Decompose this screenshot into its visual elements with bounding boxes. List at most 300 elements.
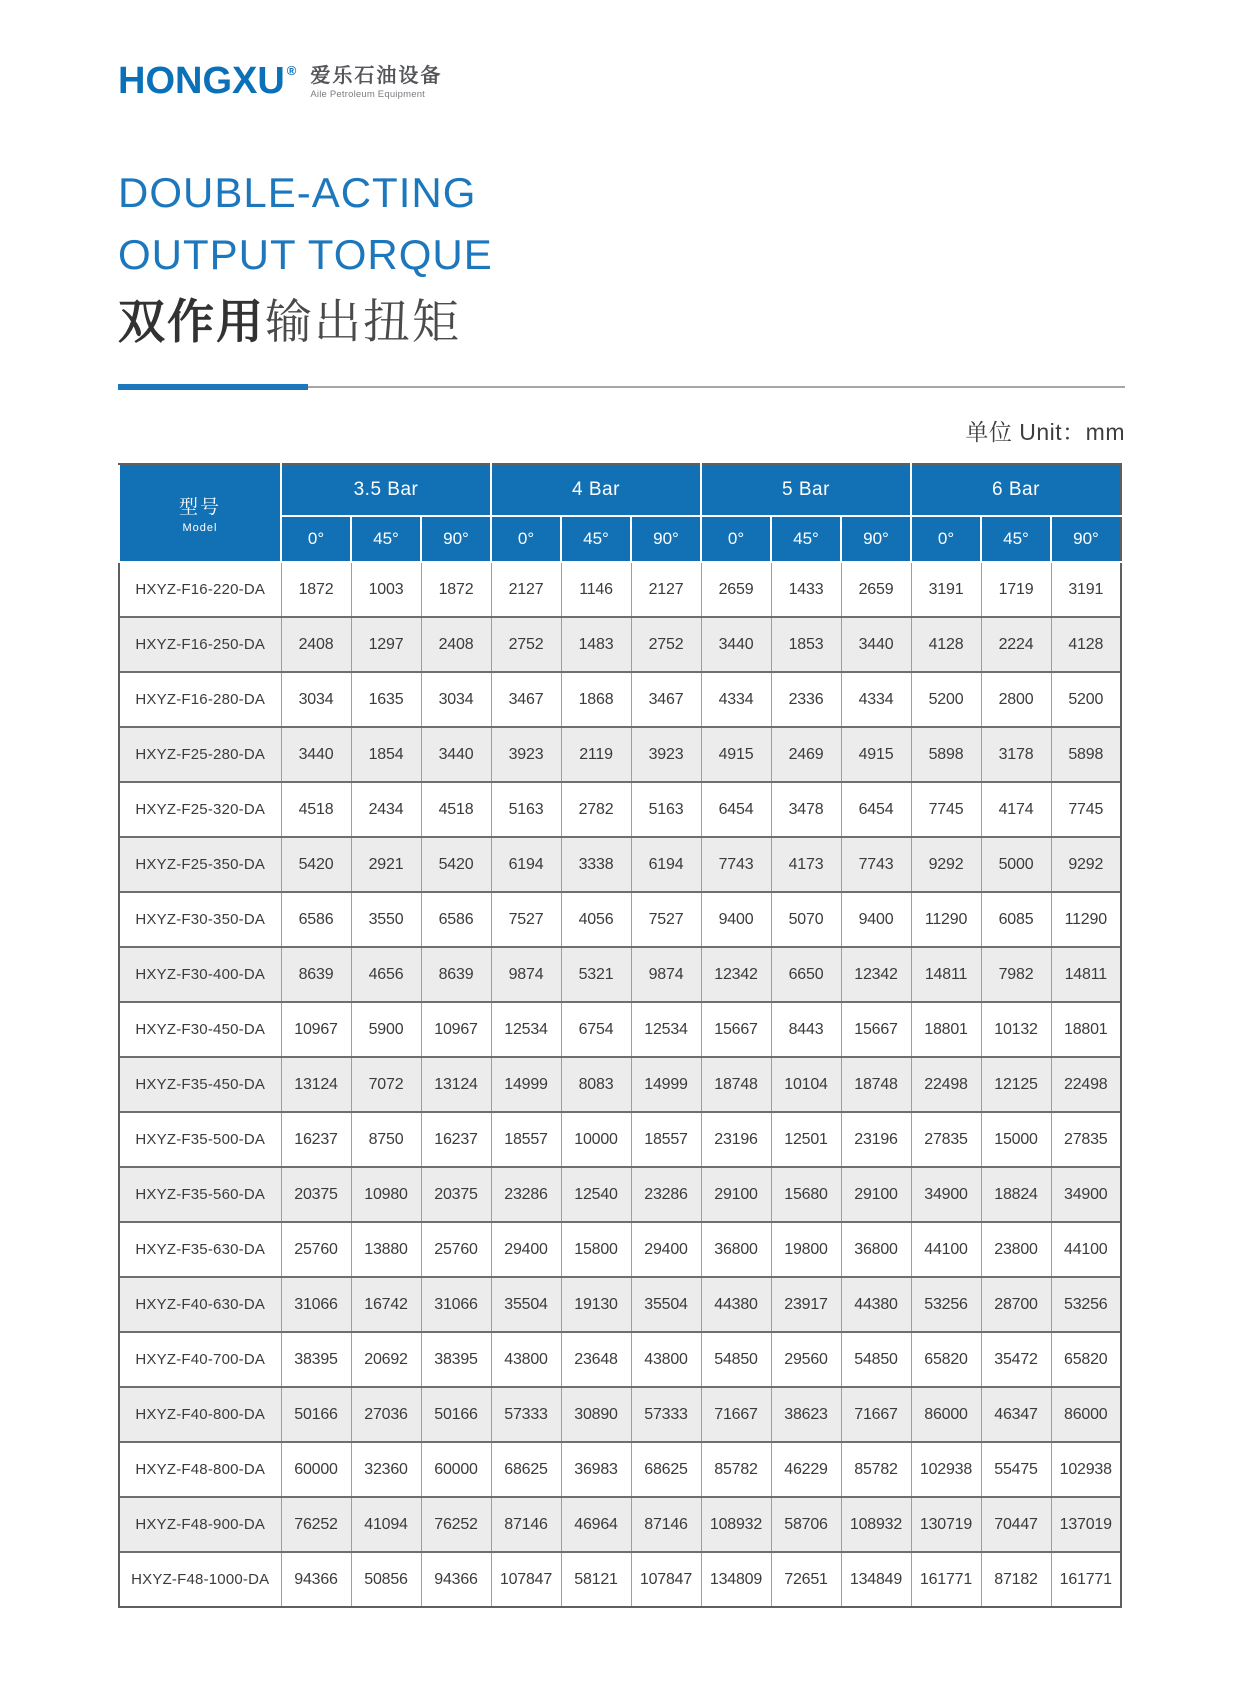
table-row [119,837,1121,892]
value-cell: 5321 [561,947,631,1002]
value-cell: 46229 [771,1442,841,1497]
value-cell: 1483 [561,617,631,672]
value-cell: 85782 [701,1442,771,1497]
table-row [119,672,1121,727]
value-cell: 34900 [911,1167,981,1222]
value-cell: 4334 [701,672,771,727]
value-cell: 1719 [981,562,1051,617]
value-cell: 53256 [1051,1277,1121,1332]
value-cell: 43800 [631,1332,701,1387]
table-row [119,1442,1121,1497]
torque-table [118,463,1122,1608]
value-cell: 76252 [281,1497,351,1552]
model-cell: HXYZ-F40-800-DA [119,1387,281,1442]
value-cell: 108932 [701,1497,771,1552]
value-cell: 38395 [421,1332,491,1387]
value-cell: 2800 [981,672,1051,727]
divider-accent [118,384,308,390]
page-title-cn [118,295,493,348]
registered-trademark-icon: ® [286,63,297,79]
model-cell: HXYZ-F30-350-DA [119,892,281,947]
value-cell: 7745 [1051,782,1121,837]
value-cell: 10980 [351,1167,421,1222]
brand-name-cn: 爱乐石油设备 [310,65,443,87]
angle-header: 90° [421,516,491,562]
value-cell: 28700 [981,1277,1051,1332]
table-body [119,562,1121,1607]
value-cell: 7527 [631,892,701,947]
value-cell: 4656 [351,947,421,1002]
value-cell: 3923 [491,727,561,782]
value-cell: 18748 [701,1057,771,1112]
value-cell: 35504 [631,1277,701,1332]
model-cell: HXYZ-F25-350-DA [119,837,281,892]
value-cell: 20375 [281,1167,351,1222]
angle-header: 90° [631,516,701,562]
brand-wordmark [118,60,297,102]
model-cell: HXYZ-F35-450-DA [119,1057,281,1112]
value-cell: 13880 [351,1222,421,1277]
value-cell: 50856 [351,1552,421,1607]
table-row [119,1057,1121,1112]
value-cell: 14999 [631,1057,701,1112]
value-cell: 2434 [351,782,421,837]
value-cell: 1003 [351,562,421,617]
angle-header: 0° [701,516,771,562]
value-cell: 3923 [631,727,701,782]
value-cell: 13124 [281,1057,351,1112]
value-cell: 2127 [491,562,561,617]
value-cell: 2408 [421,617,491,672]
value-cell: 4174 [981,782,1051,837]
pressure-group-header: 4 Bar [491,464,701,516]
value-cell: 12342 [701,947,771,1002]
divider-line [308,386,1125,388]
value-cell: 4915 [701,727,771,782]
value-cell: 3467 [631,672,701,727]
table-row [119,1222,1121,1277]
value-cell: 16742 [351,1277,421,1332]
value-cell: 87182 [981,1552,1051,1607]
value-cell: 8639 [281,947,351,1002]
model-cell: HXYZ-F48-900-DA [119,1497,281,1552]
value-cell: 16237 [421,1112,491,1167]
value-cell: 8639 [421,947,491,1002]
value-cell: 23196 [841,1112,911,1167]
value-cell: 4915 [841,727,911,782]
model-cell: HXYZ-F35-500-DA [119,1112,281,1167]
value-cell: 54850 [841,1332,911,1387]
value-cell: 3191 [911,562,981,617]
brand-wordmark-text: HONGXU [118,60,285,102]
value-cell: 10104 [771,1057,841,1112]
value-cell: 12125 [981,1057,1051,1112]
value-cell: 53256 [911,1277,981,1332]
value-cell: 14999 [491,1057,561,1112]
model-cell: HXYZ-F16-250-DA [119,617,281,672]
table-row [119,1497,1121,1552]
table-row [119,617,1121,672]
value-cell: 10967 [421,1002,491,1057]
value-cell: 4128 [911,617,981,672]
value-cell: 2119 [561,727,631,782]
value-cell: 57333 [491,1387,561,1442]
angle-header: 0° [491,516,561,562]
model-cell: HXYZ-F16-280-DA [119,672,281,727]
value-cell: 108932 [841,1497,911,1552]
value-cell: 5420 [281,837,351,892]
brand-logo [118,62,442,100]
value-cell: 2127 [631,562,701,617]
value-cell: 27835 [1051,1112,1121,1167]
value-cell: 12534 [491,1002,561,1057]
value-cell: 23286 [631,1167,701,1222]
value-cell: 9874 [491,947,561,1002]
value-cell: 15800 [561,1222,631,1277]
angle-header: 45° [981,516,1051,562]
value-cell: 161771 [911,1552,981,1607]
value-cell: 44380 [841,1277,911,1332]
value-cell: 29100 [841,1167,911,1222]
value-cell: 18801 [1051,1002,1121,1057]
value-cell: 30890 [561,1387,631,1442]
value-cell: 1433 [771,562,841,617]
value-cell: 87146 [631,1497,701,1552]
value-cell: 86000 [911,1387,981,1442]
value-cell: 2659 [841,562,911,617]
value-cell: 7527 [491,892,561,947]
value-cell: 3440 [701,617,771,672]
value-cell: 57333 [631,1387,701,1442]
value-cell: 85782 [841,1442,911,1497]
value-cell: 10132 [981,1002,1051,1057]
page-title-en [118,162,493,286]
value-cell: 36800 [841,1222,911,1277]
value-cell: 3440 [281,727,351,782]
value-cell: 5163 [491,782,561,837]
value-cell: 9400 [841,892,911,947]
value-cell: 4334 [841,672,911,727]
value-cell: 35472 [981,1332,1051,1387]
value-cell: 2659 [701,562,771,617]
value-cell: 3338 [561,837,631,892]
brand-subtitle [310,62,442,100]
value-cell: 23917 [771,1277,841,1332]
model-cell: HXYZ-F30-450-DA [119,1002,281,1057]
value-cell: 65820 [1051,1332,1121,1387]
title-line-2: OUTPUT TORQUE [118,231,493,278]
angle-header: 45° [351,516,421,562]
value-cell: 8750 [351,1112,421,1167]
value-cell: 6650 [771,947,841,1002]
value-cell: 1854 [351,727,421,782]
value-cell: 72651 [771,1552,841,1607]
value-cell: 2224 [981,617,1051,672]
value-cell: 3034 [281,672,351,727]
value-cell: 50166 [281,1387,351,1442]
table-row [119,1332,1121,1387]
value-cell: 2782 [561,782,631,837]
value-cell: 2469 [771,727,841,782]
value-cell: 10000 [561,1112,631,1167]
value-cell: 6194 [491,837,561,892]
model-header-en: Model [182,522,218,534]
value-cell: 9292 [1051,837,1121,892]
value-cell: 23286 [491,1167,561,1222]
table-row [119,1387,1121,1442]
value-cell: 6194 [631,837,701,892]
value-cell: 14811 [911,947,981,1002]
value-cell: 12540 [561,1167,631,1222]
pressure-group-header: 6 Bar [911,464,1121,516]
value-cell: 12342 [841,947,911,1002]
value-cell: 134809 [701,1552,771,1607]
value-cell: 102938 [911,1442,981,1497]
table-row [119,562,1121,617]
value-cell: 15667 [841,1002,911,1057]
value-cell: 1297 [351,617,421,672]
value-cell: 12501 [771,1112,841,1167]
value-cell: 3440 [421,727,491,782]
value-cell: 1868 [561,672,631,727]
pressure-header-row [119,464,1121,516]
value-cell: 36800 [701,1222,771,1277]
value-cell: 5000 [981,837,1051,892]
model-cell: HXYZ-F48-1000-DA [119,1552,281,1607]
value-cell: 6586 [421,892,491,947]
value-cell: 5898 [911,727,981,782]
value-cell: 35504 [491,1277,561,1332]
value-cell: 5898 [1051,727,1121,782]
value-cell: 6085 [981,892,1051,947]
unit-label: 单位 Unit：mm [965,419,1125,445]
value-cell: 29400 [491,1222,561,1277]
value-cell: 4173 [771,837,841,892]
value-cell: 1146 [561,562,631,617]
value-cell: 71667 [841,1387,911,1442]
value-cell: 1853 [771,617,841,672]
value-cell: 12534 [631,1002,701,1057]
value-cell: 32360 [351,1442,421,1497]
value-cell: 41094 [351,1497,421,1552]
value-cell: 10967 [281,1002,351,1057]
value-cell: 38395 [281,1332,351,1387]
value-cell: 134849 [841,1552,911,1607]
value-cell: 161771 [1051,1552,1121,1607]
value-cell: 43800 [491,1332,561,1387]
page-title [118,162,493,348]
table-header [119,464,1121,562]
angle-header: 45° [561,516,631,562]
value-cell: 18557 [491,1112,561,1167]
value-cell: 18801 [911,1002,981,1057]
model-cell: HXYZ-F30-400-DA [119,947,281,1002]
value-cell: 46964 [561,1497,631,1552]
value-cell: 13124 [421,1057,491,1112]
value-cell: 9292 [911,837,981,892]
value-cell: 19800 [771,1222,841,1277]
value-cell: 76252 [421,1497,491,1552]
value-cell: 107847 [631,1552,701,1607]
title-line-1: DOUBLE-ACTING [118,169,477,216]
table-row [119,1167,1121,1222]
value-cell: 55475 [981,1442,1051,1497]
value-cell: 20375 [421,1167,491,1222]
value-cell: 3191 [1051,562,1121,617]
value-cell: 18557 [631,1112,701,1167]
value-cell: 60000 [421,1442,491,1497]
value-cell: 137019 [1051,1497,1121,1552]
value-cell: 2336 [771,672,841,727]
value-cell: 3478 [771,782,841,837]
value-cell: 23648 [561,1332,631,1387]
model-cell: HXYZ-F35-560-DA [119,1167,281,1222]
model-cell: HXYZ-F25-280-DA [119,727,281,782]
value-cell: 36983 [561,1442,631,1497]
value-cell: 31066 [281,1277,351,1332]
value-cell: 15667 [701,1002,771,1057]
value-cell: 3440 [841,617,911,672]
value-cell: 5420 [421,837,491,892]
value-cell: 4056 [561,892,631,947]
value-cell: 15000 [981,1112,1051,1167]
table-row [119,892,1121,947]
value-cell: 6454 [701,782,771,837]
value-cell: 6454 [841,782,911,837]
pressure-group-header: 5 Bar [701,464,911,516]
value-cell: 22498 [911,1057,981,1112]
value-cell: 8083 [561,1057,631,1112]
model-cell: HXYZ-F48-800-DA [119,1442,281,1497]
value-cell: 5200 [911,672,981,727]
angle-header: 0° [281,516,351,562]
pressure-group-header: 3.5 Bar [281,464,491,516]
value-cell: 18748 [841,1057,911,1112]
value-cell: 3178 [981,727,1051,782]
value-cell: 38623 [771,1387,841,1442]
value-cell: 9874 [631,947,701,1002]
value-cell: 5070 [771,892,841,947]
table-row [119,782,1121,837]
value-cell: 94366 [281,1552,351,1607]
value-cell: 70447 [981,1497,1051,1552]
value-cell: 23800 [981,1222,1051,1277]
model-cell: HXYZ-F16-220-DA [119,562,281,617]
angle-header: 0° [911,516,981,562]
value-cell: 16237 [281,1112,351,1167]
brand-name-en: Aile Petroleum Equipment [310,89,426,100]
value-cell: 22498 [1051,1057,1121,1112]
table-row [119,947,1121,1002]
value-cell: 1635 [351,672,421,727]
value-cell: 34900 [1051,1167,1121,1222]
value-cell: 25760 [421,1222,491,1277]
value-cell: 7072 [351,1057,421,1112]
model-cell: HXYZ-F25-320-DA [119,782,281,837]
value-cell: 2921 [351,837,421,892]
value-cell: 1872 [421,562,491,617]
value-cell: 107847 [491,1552,561,1607]
value-cell: 29400 [631,1222,701,1277]
value-cell: 3034 [421,672,491,727]
value-cell: 29100 [701,1167,771,1222]
table-row [119,1277,1121,1332]
value-cell: 4518 [421,782,491,837]
table-row [119,1112,1121,1167]
value-cell: 68625 [491,1442,561,1497]
value-cell: 7743 [841,837,911,892]
value-cell: 2752 [491,617,561,672]
value-cell: 86000 [1051,1387,1121,1442]
model-column-header [119,464,281,562]
value-cell: 9400 [701,892,771,947]
value-cell: 4518 [281,782,351,837]
value-cell: 6586 [281,892,351,947]
value-cell: 29560 [771,1332,841,1387]
value-cell: 3550 [351,892,421,947]
value-cell: 46347 [981,1387,1051,1442]
value-cell: 2752 [631,617,701,672]
model-cell: HXYZ-F40-630-DA [119,1277,281,1332]
value-cell: 5200 [1051,672,1121,727]
value-cell: 2408 [281,617,351,672]
title-cn-bold: 双作用 [118,295,265,348]
angle-header: 90° [1051,516,1121,562]
value-cell: 68625 [631,1442,701,1497]
value-cell: 7745 [911,782,981,837]
value-cell: 5163 [631,782,701,837]
value-cell: 19130 [561,1277,631,1332]
value-cell: 102938 [1051,1442,1121,1497]
value-cell: 11290 [1051,892,1121,947]
value-cell: 60000 [281,1442,351,1497]
table-row [119,1002,1121,1057]
value-cell: 8443 [771,1002,841,1057]
value-cell: 25760 [281,1222,351,1277]
value-cell: 27835 [911,1112,981,1167]
value-cell: 11290 [911,892,981,947]
value-cell: 54850 [701,1332,771,1387]
value-cell: 14811 [1051,947,1121,1002]
value-cell: 27036 [351,1387,421,1442]
value-cell: 94366 [421,1552,491,1607]
value-cell: 23196 [701,1112,771,1167]
value-cell: 31066 [421,1277,491,1332]
table-row [119,727,1121,782]
value-cell: 20692 [351,1332,421,1387]
value-cell: 71667 [701,1387,771,1442]
model-header-cn: 型号 [178,497,221,518]
value-cell: 44100 [911,1222,981,1277]
model-cell: HXYZ-F35-630-DA [119,1222,281,1277]
value-cell: 3467 [491,672,561,727]
value-cell: 7743 [701,837,771,892]
angle-header: 90° [841,516,911,562]
value-cell: 7982 [981,947,1051,1002]
value-cell: 44100 [1051,1222,1121,1277]
table-row [119,1552,1121,1607]
angle-header: 45° [771,516,841,562]
value-cell: 58121 [561,1552,631,1607]
model-cell: HXYZ-F40-700-DA [119,1332,281,1387]
value-cell: 1872 [281,562,351,617]
value-cell: 6754 [561,1002,631,1057]
value-cell: 87146 [491,1497,561,1552]
value-cell: 44380 [701,1277,771,1332]
value-cell: 4128 [1051,617,1121,672]
title-cn-regular: 输出扭矩 [265,295,461,348]
value-cell: 18824 [981,1167,1051,1222]
